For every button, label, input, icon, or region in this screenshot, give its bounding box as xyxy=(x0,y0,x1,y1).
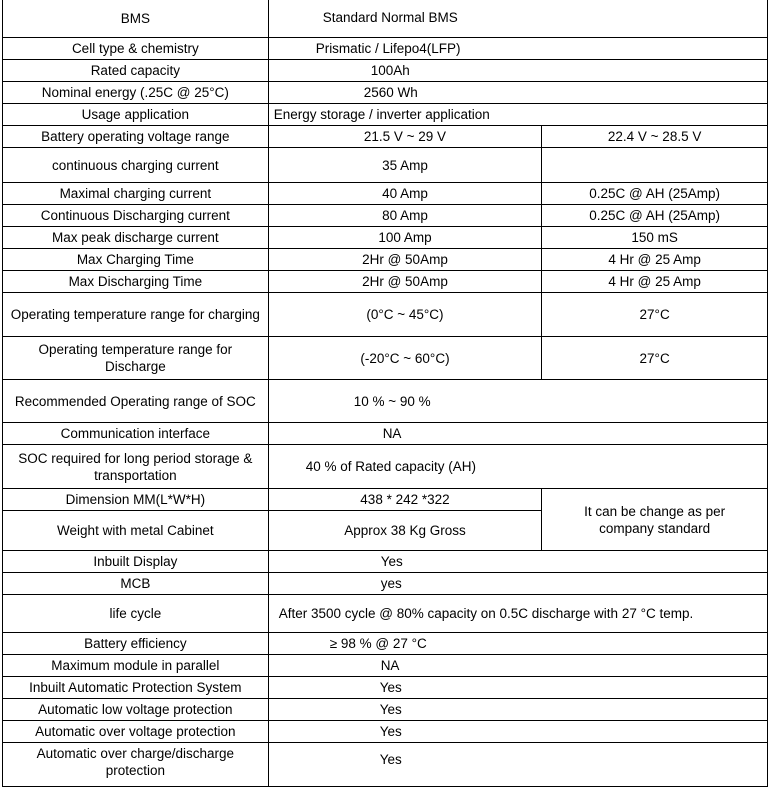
row-label: Automatic over voltage protection xyxy=(3,721,269,743)
row-label: Usage application xyxy=(3,104,269,126)
row-value: yes xyxy=(268,573,767,595)
row-label: Weight with metal Cabinet xyxy=(3,511,269,551)
row-label: MCB xyxy=(3,573,269,595)
row-value: Yes xyxy=(268,699,767,721)
table-row xyxy=(3,423,768,445)
row-value: Energy storage / inverter application xyxy=(268,104,767,126)
row-note: 27°C xyxy=(542,293,768,337)
row-label: Communication interface xyxy=(3,423,269,445)
row-note: 4 Hr @ 25 Amp xyxy=(542,271,768,293)
table-row xyxy=(3,489,768,511)
table-row xyxy=(3,655,768,677)
row-note: 27°C xyxy=(542,337,768,380)
row-value: 40 % of Rated capacity (AH) xyxy=(268,445,767,489)
row-value: 40 Amp xyxy=(268,183,542,205)
row-label: Battery efficiency xyxy=(3,633,269,655)
row-label: Max peak discharge current xyxy=(3,227,269,249)
table-row xyxy=(3,38,768,60)
row-note: 4 Hr @ 25 Amp xyxy=(542,249,768,271)
row-label: SOC required for long period storage & transportation xyxy=(3,445,269,489)
row-label: Automatic low voltage protection xyxy=(3,699,269,721)
table-row xyxy=(3,595,768,633)
row-label: Continuous Discharging current xyxy=(3,205,269,227)
table-row xyxy=(3,82,768,104)
row-value: 2560 Wh xyxy=(268,82,767,104)
row-value: 438 * 242 *322 xyxy=(268,489,542,511)
row-note: 150 mS xyxy=(542,227,768,249)
row-value: Yes xyxy=(268,551,767,573)
row-value: 2Hr @ 50Amp xyxy=(268,271,542,293)
row-value: 100 Amp xyxy=(268,227,542,249)
table-row xyxy=(3,104,768,126)
row-value: (0°C ~ 45°C) xyxy=(268,293,542,337)
row-label: Maximum module in parallel xyxy=(3,655,269,677)
table-row xyxy=(3,126,768,148)
row-label: Battery operating voltage range xyxy=(3,126,269,148)
table-row xyxy=(3,227,768,249)
table-row xyxy=(3,293,768,337)
spec-table xyxy=(2,0,768,787)
table-row xyxy=(3,677,768,699)
row-value: (-20°C ~ 60°C) xyxy=(268,337,542,380)
table-row xyxy=(3,573,768,595)
row-value: Yes xyxy=(268,743,767,787)
table-row xyxy=(3,148,768,183)
row-label: BMS xyxy=(3,0,269,38)
row-value: Standard Normal BMS xyxy=(268,0,767,38)
row-note: 0.25C @ AH (25Amp) xyxy=(542,183,768,205)
row-label: Inbuilt Display xyxy=(3,551,269,573)
row-label: Max Charging Time xyxy=(3,249,269,271)
row-value: 100Ah xyxy=(268,60,767,82)
row-label: continuous charging current xyxy=(3,148,269,183)
row-value: 21.5 V ~ 29 V xyxy=(268,126,542,148)
table-row xyxy=(3,699,768,721)
row-label: Operating temperature range for charging xyxy=(3,293,269,337)
table-row xyxy=(3,721,768,743)
row-value: 2Hr @ 50Amp xyxy=(268,249,542,271)
row-note: It can be change as per company standard xyxy=(542,489,768,551)
row-label: Recommended Operating range of SOC xyxy=(3,380,269,423)
row-label: life cycle xyxy=(3,595,269,633)
row-value: Approx 38 Kg Gross xyxy=(268,511,542,551)
row-value: After 3500 cycle @ 80% capacity on 0.5C discharge with 27 °C temp. xyxy=(268,595,767,633)
row-label: Automatic over charge/discharge protection xyxy=(3,743,269,787)
row-label: Inbuilt Automatic Protection System xyxy=(3,677,269,699)
table-row xyxy=(3,337,768,380)
table-row xyxy=(3,0,768,38)
row-value: NA xyxy=(268,423,767,445)
table-row xyxy=(3,551,768,573)
row-label: Nominal energy (.25C @ 25°C) xyxy=(3,82,269,104)
row-label: Rated capacity xyxy=(3,60,269,82)
row-value: ≥ 98 % @ 27 °C xyxy=(268,633,767,655)
row-value: 10 % ~ 90 % xyxy=(268,380,767,423)
row-value: Yes xyxy=(268,677,767,699)
row-label: Maximal charging current xyxy=(3,183,269,205)
row-value: NA xyxy=(268,655,767,677)
table-row xyxy=(3,743,768,787)
table-row xyxy=(3,205,768,227)
row-label: Dimension MM(L*W*H) xyxy=(3,489,269,511)
table-row xyxy=(3,183,768,205)
row-value: 35 Amp xyxy=(268,148,542,183)
row-label: Max Discharging Time xyxy=(3,271,269,293)
table-row xyxy=(3,249,768,271)
row-note xyxy=(542,148,768,183)
row-value: Yes xyxy=(268,721,767,743)
row-note: 22.4 V ~ 28.5 V xyxy=(542,126,768,148)
row-value: 80 Amp xyxy=(268,205,542,227)
row-value: Prismatic / Lifepo4(LFP) xyxy=(268,38,767,60)
table-row xyxy=(3,445,768,489)
row-label: Operating temperature range for Discharge xyxy=(3,337,269,380)
table-row xyxy=(3,633,768,655)
table-row xyxy=(3,380,768,423)
table-row xyxy=(3,271,768,293)
row-label: Cell type & chemistry xyxy=(3,38,269,60)
table-row xyxy=(3,60,768,82)
row-note: 0.25C @ AH (25Amp) xyxy=(542,205,768,227)
